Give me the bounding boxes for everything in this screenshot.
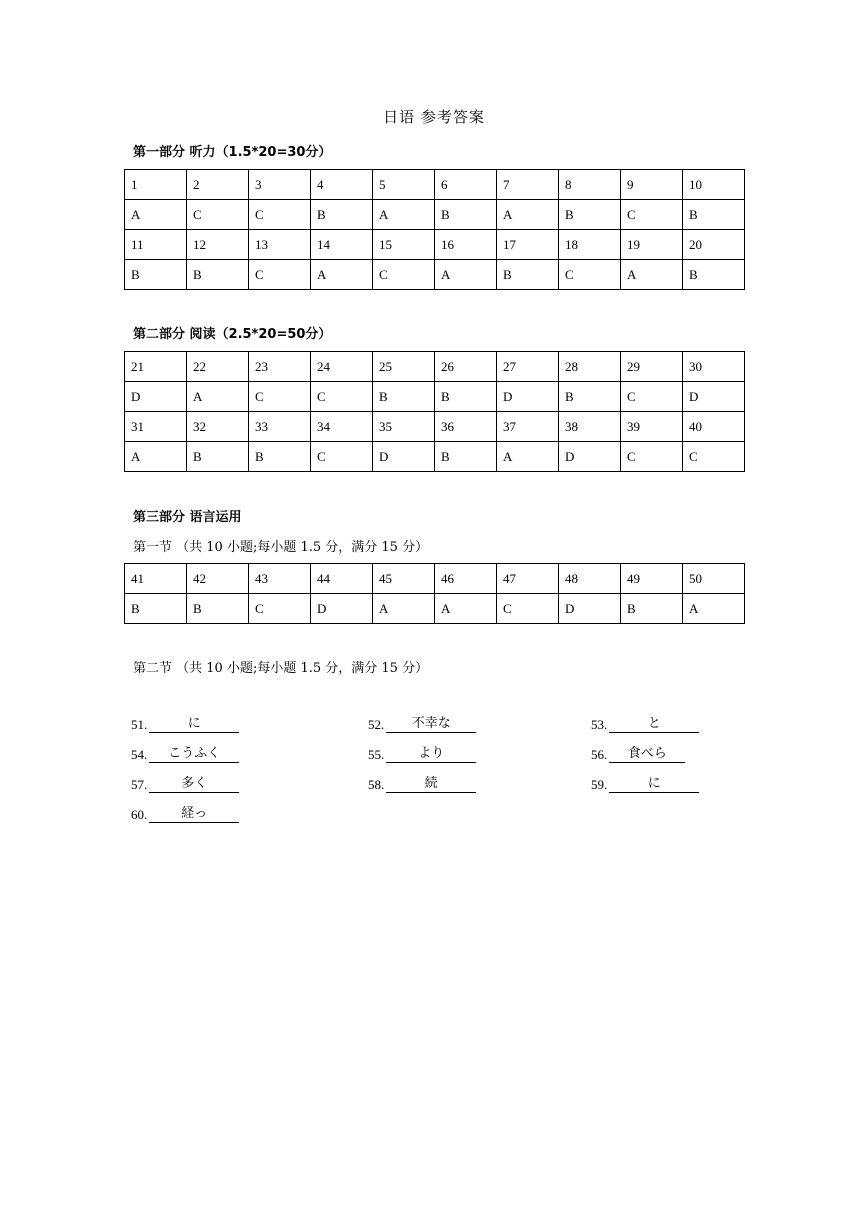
item-number: 57. <box>131 777 148 792</box>
question-number-cell: 13 <box>249 230 311 260</box>
part3-heading: 第三部分 语言运用 <box>133 510 242 525</box>
answer-row <box>125 382 745 412</box>
question-number-cell: 27 <box>497 352 559 382</box>
fill-item-52 <box>368 716 476 733</box>
question-number-cell: 8 <box>559 170 621 200</box>
question-number-cell: 35 <box>373 412 435 442</box>
answer-cell: A <box>125 442 187 472</box>
question-number-cell: 6 <box>435 170 497 200</box>
answer-cell: B <box>559 382 621 412</box>
answer-row <box>125 442 745 472</box>
answer-cell: D <box>559 442 621 472</box>
answer-cell: A <box>373 200 435 230</box>
answer-cell: A <box>497 200 559 230</box>
question-number-cell: 3 <box>249 170 311 200</box>
answer-cell: C <box>311 382 373 412</box>
question-number-cell: 11 <box>125 230 187 260</box>
question-number-row <box>125 170 745 200</box>
item-number: 58. <box>368 777 385 792</box>
item-number: 59. <box>591 777 608 792</box>
question-number-cell: 44 <box>311 564 373 594</box>
answer-cell: D <box>373 442 435 472</box>
answer-cell: B <box>311 200 373 230</box>
answer-cell: B <box>373 382 435 412</box>
item-number: 55. <box>368 747 385 762</box>
question-number-cell: 15 <box>373 230 435 260</box>
answer-cell: B <box>497 260 559 290</box>
question-number-cell: 1 <box>125 170 187 200</box>
question-number-row <box>125 230 745 260</box>
fill-item-53 <box>591 716 699 733</box>
question-number-cell: 14 <box>311 230 373 260</box>
question-number-cell: 9 <box>621 170 683 200</box>
answer-cell: C <box>497 594 559 624</box>
question-number-cell: 4 <box>311 170 373 200</box>
fill-item-57 <box>131 776 239 793</box>
answer-cell: D <box>497 382 559 412</box>
question-number-cell: 41 <box>125 564 187 594</box>
question-number-cell: 49 <box>621 564 683 594</box>
question-number-cell: 43 <box>249 564 311 594</box>
fill-item-54 <box>131 746 239 763</box>
question-number-cell: 2 <box>187 170 249 200</box>
answer-cell: B <box>559 200 621 230</box>
answer-blank: こうふく <box>149 746 239 763</box>
answer-blank: に <box>149 716 239 733</box>
answer-row <box>125 594 745 624</box>
question-number-cell: 28 <box>559 352 621 382</box>
part1-heading: 第一部分 听力（1.5*20=30分） <box>133 145 332 160</box>
answer-cell: A <box>621 260 683 290</box>
question-number-cell: 22 <box>187 352 249 382</box>
section2-label: 第二节 （共 10 小题;每小题 1.5 分，满分 15 分） <box>133 661 429 676</box>
question-number-cell: 45 <box>373 564 435 594</box>
answer-cell: B <box>435 382 497 412</box>
fill-item-59 <box>591 776 699 793</box>
question-number-cell: 12 <box>187 230 249 260</box>
question-number-cell: 31 <box>125 412 187 442</box>
answer-cell: A <box>311 260 373 290</box>
answer-cell: B <box>125 260 187 290</box>
item-number: 53. <box>591 717 608 732</box>
item-number: 56. <box>591 747 608 762</box>
question-number-cell: 23 <box>249 352 311 382</box>
answer-cell: B <box>621 594 683 624</box>
answer-cell: B <box>683 200 745 230</box>
answer-cell: C <box>373 260 435 290</box>
answer-blank: 多く <box>149 776 239 793</box>
answer-cell: C <box>683 442 745 472</box>
fill-item-56 <box>591 746 685 763</box>
question-number-cell: 34 <box>311 412 373 442</box>
item-number: 51. <box>131 717 148 732</box>
fill-item-51 <box>131 716 239 733</box>
question-number-cell: 24 <box>311 352 373 382</box>
answer-blank: 食べら <box>609 746 685 763</box>
answer-cell: D <box>559 594 621 624</box>
question-number-cell: 38 <box>559 412 621 442</box>
answer-cell: B <box>435 200 497 230</box>
answer-blank: 経っ <box>149 806 239 823</box>
question-number-cell: 50 <box>683 564 745 594</box>
question-number-cell: 29 <box>621 352 683 382</box>
fill-item-55 <box>368 746 476 763</box>
answer-blank: 不幸な <box>386 716 476 733</box>
question-number-cell: 33 <box>249 412 311 442</box>
answer-cell: D <box>311 594 373 624</box>
question-number-cell: 47 <box>497 564 559 594</box>
question-number-cell: 17 <box>497 230 559 260</box>
answer-cell: A <box>125 200 187 230</box>
answer-cell: C <box>311 442 373 472</box>
table-body <box>125 170 745 290</box>
answer-cell: A <box>373 594 435 624</box>
answer-cell: B <box>187 442 249 472</box>
answer-cell: B <box>249 442 311 472</box>
question-number-cell: 21 <box>125 352 187 382</box>
question-number-cell: 19 <box>621 230 683 260</box>
answer-cell: A <box>683 594 745 624</box>
question-number-row <box>125 352 745 382</box>
fill-item-60 <box>131 806 239 823</box>
question-number-cell: 40 <box>683 412 745 442</box>
question-number-row <box>125 412 745 442</box>
answer-blank: と <box>609 716 699 733</box>
answer-cell: B <box>125 594 187 624</box>
question-number-row <box>125 564 745 594</box>
table-body <box>125 352 745 472</box>
part3-section1-answer-table <box>124 563 745 624</box>
part2-answer-table <box>124 351 745 472</box>
answer-cell: C <box>249 260 311 290</box>
question-number-cell: 25 <box>373 352 435 382</box>
answer-cell: B <box>187 260 249 290</box>
question-number-cell: 10 <box>683 170 745 200</box>
answer-cell: C <box>187 200 249 230</box>
question-number-cell: 42 <box>187 564 249 594</box>
answer-cell: C <box>249 200 311 230</box>
question-number-cell: 37 <box>497 412 559 442</box>
answer-cell: C <box>621 382 683 412</box>
answer-blank: に <box>609 776 699 793</box>
question-number-cell: 7 <box>497 170 559 200</box>
answer-cell: C <box>621 442 683 472</box>
answer-cell: C <box>249 382 311 412</box>
answer-cell: B <box>435 442 497 472</box>
section1-label: 第一节 （共 10 小题;每小题 1.5 分，满分 15 分） <box>133 540 429 555</box>
question-number-cell: 48 <box>559 564 621 594</box>
question-number-cell: 32 <box>187 412 249 442</box>
question-number-cell: 30 <box>683 352 745 382</box>
question-number-cell: 18 <box>559 230 621 260</box>
item-number: 54. <box>131 747 148 762</box>
page-title: 日语 参考答案 <box>383 108 485 126</box>
answer-blank: より <box>386 746 476 763</box>
question-number-cell: 46 <box>435 564 497 594</box>
part1-answer-table <box>124 169 745 290</box>
answer-cell: A <box>497 442 559 472</box>
answer-cell: D <box>125 382 187 412</box>
answer-blank: 続 <box>386 776 476 793</box>
part2-heading: 第二部分 阅读（2.5*20=50分） <box>133 327 332 342</box>
answer-row <box>125 200 745 230</box>
question-number-cell: 16 <box>435 230 497 260</box>
question-number-cell: 20 <box>683 230 745 260</box>
answer-cell: A <box>435 594 497 624</box>
answer-row <box>125 260 745 290</box>
answer-cell: C <box>621 200 683 230</box>
answer-cell: A <box>187 382 249 412</box>
answer-cell: C <box>559 260 621 290</box>
answer-cell: B <box>187 594 249 624</box>
answer-cell: B <box>683 260 745 290</box>
item-number: 60. <box>131 807 148 822</box>
question-number-cell: 36 <box>435 412 497 442</box>
fill-item-58 <box>368 776 476 793</box>
table-body <box>125 564 745 624</box>
question-number-cell: 26 <box>435 352 497 382</box>
answer-cell: C <box>249 594 311 624</box>
question-number-cell: 39 <box>621 412 683 442</box>
answer-cell: D <box>683 382 745 412</box>
answer-cell: A <box>435 260 497 290</box>
question-number-cell: 5 <box>373 170 435 200</box>
item-number: 52. <box>368 717 385 732</box>
